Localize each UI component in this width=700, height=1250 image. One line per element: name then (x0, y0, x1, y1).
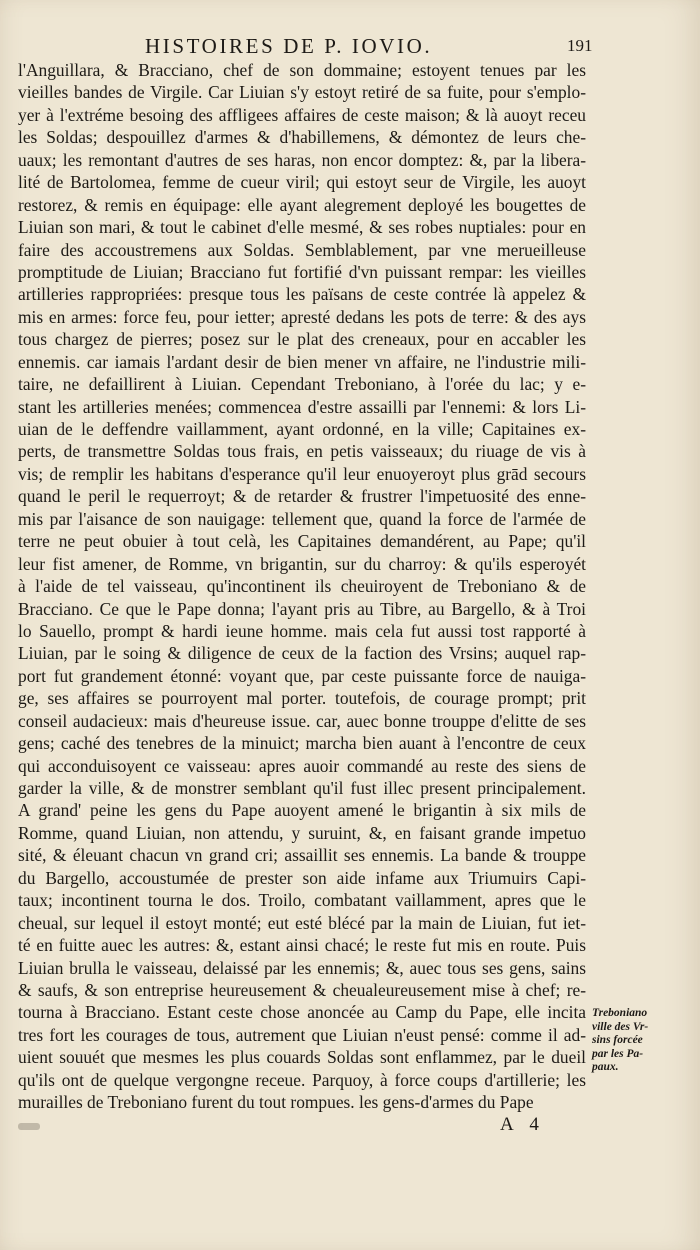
signature-mark: A 4 (500, 1114, 545, 1135)
text-line: restorez, & remis en équipage: elle ayant alegrement deployé les bougettes de (18, 194, 586, 215)
page-number: 191 (567, 36, 593, 55)
marginal-note (592, 1007, 692, 1075)
text-line: conseil audacieux: mais d'heureuse issue. car, auec bonne trouppe d'elitte de ses (18, 710, 586, 731)
text-line: lo Sauello, prompt & hardi ieune homme. mais cela fut aussi tost rapporté à (18, 620, 586, 641)
text-line: ge, ses affaires se pourroyent mal porter. toutefois, de courage prompt; prit (18, 688, 586, 709)
text-line: à l'aide de tel vaisseau, qu'incontinent ils cheuiroyent de Treboniano & de (18, 576, 586, 597)
text-line: qu'ils ont de quelque vergongne receue. Parquoy, à force coups d'artillerie; les (18, 1069, 586, 1090)
text-line: cheual, sur lequel il estoyt monté; eut esté blécé par la main de Liuian, fut iet- (18, 912, 586, 933)
text-line: té en fuitte auec les autres: &, estant ainsi chacé; le reste fut mis en route. Puis (18, 935, 586, 956)
running-head: HISTOIRES DE P. IOVIO. (145, 34, 433, 58)
text-line: murailles de Treboniano furent du tout rompues. les gens-d'armes du Pape (18, 1092, 534, 1113)
text-line: garder la ville, & de monstrer semblant qu'il fust illec present principalement. (18, 778, 586, 798)
page-footer (0, 1114, 700, 1140)
text-line: les Soldas; despouillez d'armes & d'habillemens, & démontez de leurs che- (18, 127, 586, 148)
marginal-note-line: par les Pa- (592, 1047, 644, 1060)
text-line: & saufs, & son entreprise heureusement & cheualeureusement mise à chef; re- (18, 979, 586, 1000)
text-line: taire, ne defaillirent à Liuian. Cependant Treboniano, à l'orée du lac; y e- (18, 374, 586, 395)
text-line: yer à l'extréme besoing des affligees affaires de ceste maison; & là auoyt receu (18, 104, 586, 125)
text-line: artilleries rappropriées: presque tous les païsans de ceste contrée là appelez & (18, 284, 586, 305)
text-line: Liuian, par le soing & diligence de ceux de la faction des Vrsins; auquel rap- (18, 643, 586, 664)
text-line: uient souuét que mesmes les plus couards Soldas sont enflammez, par le dueil (18, 1047, 586, 1068)
text-line: ennemis. car iamais l'ardant desir de bien mener vn affaire, ne l'industrie mili- (18, 351, 586, 372)
text-line: quand le peril le requerroyt; & de retarder & frustrer l'impetuosité des enne- (18, 486, 586, 507)
text-line: vis; de remplir les habitans d'esperance qu'il leur enuoyeroyt plus grād secours (18, 463, 586, 484)
text-line: mis par l'aisance de son nauigage: tellement que, quand la force de l'armée de (18, 508, 586, 529)
text-line: qui acconduisoyent ce vaisseau: apres auoir commandé au reste des siens de (18, 755, 586, 776)
text-line: faire des accoustremens aux Soldas. Semblablement, par vne merueilleuse (18, 239, 586, 260)
text-line: mis en armes: force feu, pour ietter; apresté dedans les pots de terre: & des ays (18, 306, 586, 327)
text-line: vieilles bandes de Virgile. Car Liuian s'y estoyt retiré de sa fuite, pour s'emplo- (18, 82, 586, 103)
text-line: A grand' peine les gens du Pape auoyent amené le brigantin à six mils de (18, 800, 586, 821)
text-line: l'Anguillara, & Bracciano, chef de son dommaine; estoyent tenues par les (18, 60, 586, 80)
marginal-note-line: ville des Vr- (592, 1020, 649, 1033)
text-line: Romme, quand Liuian, non attendu, y suruint, &, en faisant grande impetuo (18, 822, 586, 843)
text-line: lité de Bartolomea, femme de cueur viril; qui estoyt seur de Virgile, les auoyt (18, 172, 586, 193)
text-line: tous chargez de pierres; posez sur le plat des creneaux, pour en accabler les (18, 329, 586, 350)
text-line: gens; caché des tenebres de la minuict; marcha bien auant à l'encontre de ceux (18, 733, 586, 754)
text-line: port fut grandement étonné: voyant que, par ceste puissante force de nauiga- (18, 665, 586, 686)
text-line: stant les artilleries menées; commencea d'estre assailli par l'ennemi: & lors Li- (18, 396, 586, 417)
text-line: uaux; les remontant d'autres de ses haras, non encor domptez: &, par la libera- (18, 149, 586, 170)
text-line: Liuian son mari, & tout le cabinet d'elle mesmé, & ses robes nuptiales: pour en (18, 217, 586, 238)
text-line: terre ne peut obuier à tout celà, les Capitaines demandérent, au Pape; qu'il (18, 531, 586, 552)
main-text-block (18, 59, 586, 1114)
text-line: taux; incontinent tourna le dos. Troilo, combatant vaillamment, apres que le (18, 890, 586, 911)
text-line: du Bargello, accoustumée de prester son aide infame aux Triumuirs Capi- (18, 867, 586, 888)
marginal-note-line: paux. (592, 1061, 619, 1073)
text-line: tres fort les courages de tous, autrement que Liuian n'eust pensé: comme il ad- (18, 1024, 586, 1045)
text-line: tourna à Bracciano. Estant ceste chose anoncée au Camp du Pape, elle incita (18, 1002, 586, 1023)
text-line: Liuian brulla le vaisseau, delaissé par les ennemis; &, auec tous ses gens, sains (18, 957, 586, 978)
text-line: Bracciano. Ce que le Pape donna; l'ayant pris au Tibre, au Bargello, & à Troi (18, 598, 586, 619)
text-line: leur fist amener, de Romme, vn brigantin, sur du charroy: & qu'ils esperoyét (18, 553, 586, 574)
marginal-note-line: Treboniano (592, 1007, 648, 1019)
text-line: sité, & éleuant chacun vn grand cri; assaillit ses ennemis. La bande & trouppe (18, 845, 586, 866)
text-line: uian de le deffendre vaillamment, ayant ordonné, en la ville; Capitaines ex- (18, 419, 586, 439)
text-line: promptitude de Liuian; Bracciano fut fortifié d'vn puissant rempar: les vieilles (18, 261, 586, 282)
marginal-note-line: sins forcée (592, 1034, 643, 1046)
text-line: perts, de transmettre Soldas tous frais, en petis vaisseaux; du riuage de vis à (18, 441, 586, 462)
